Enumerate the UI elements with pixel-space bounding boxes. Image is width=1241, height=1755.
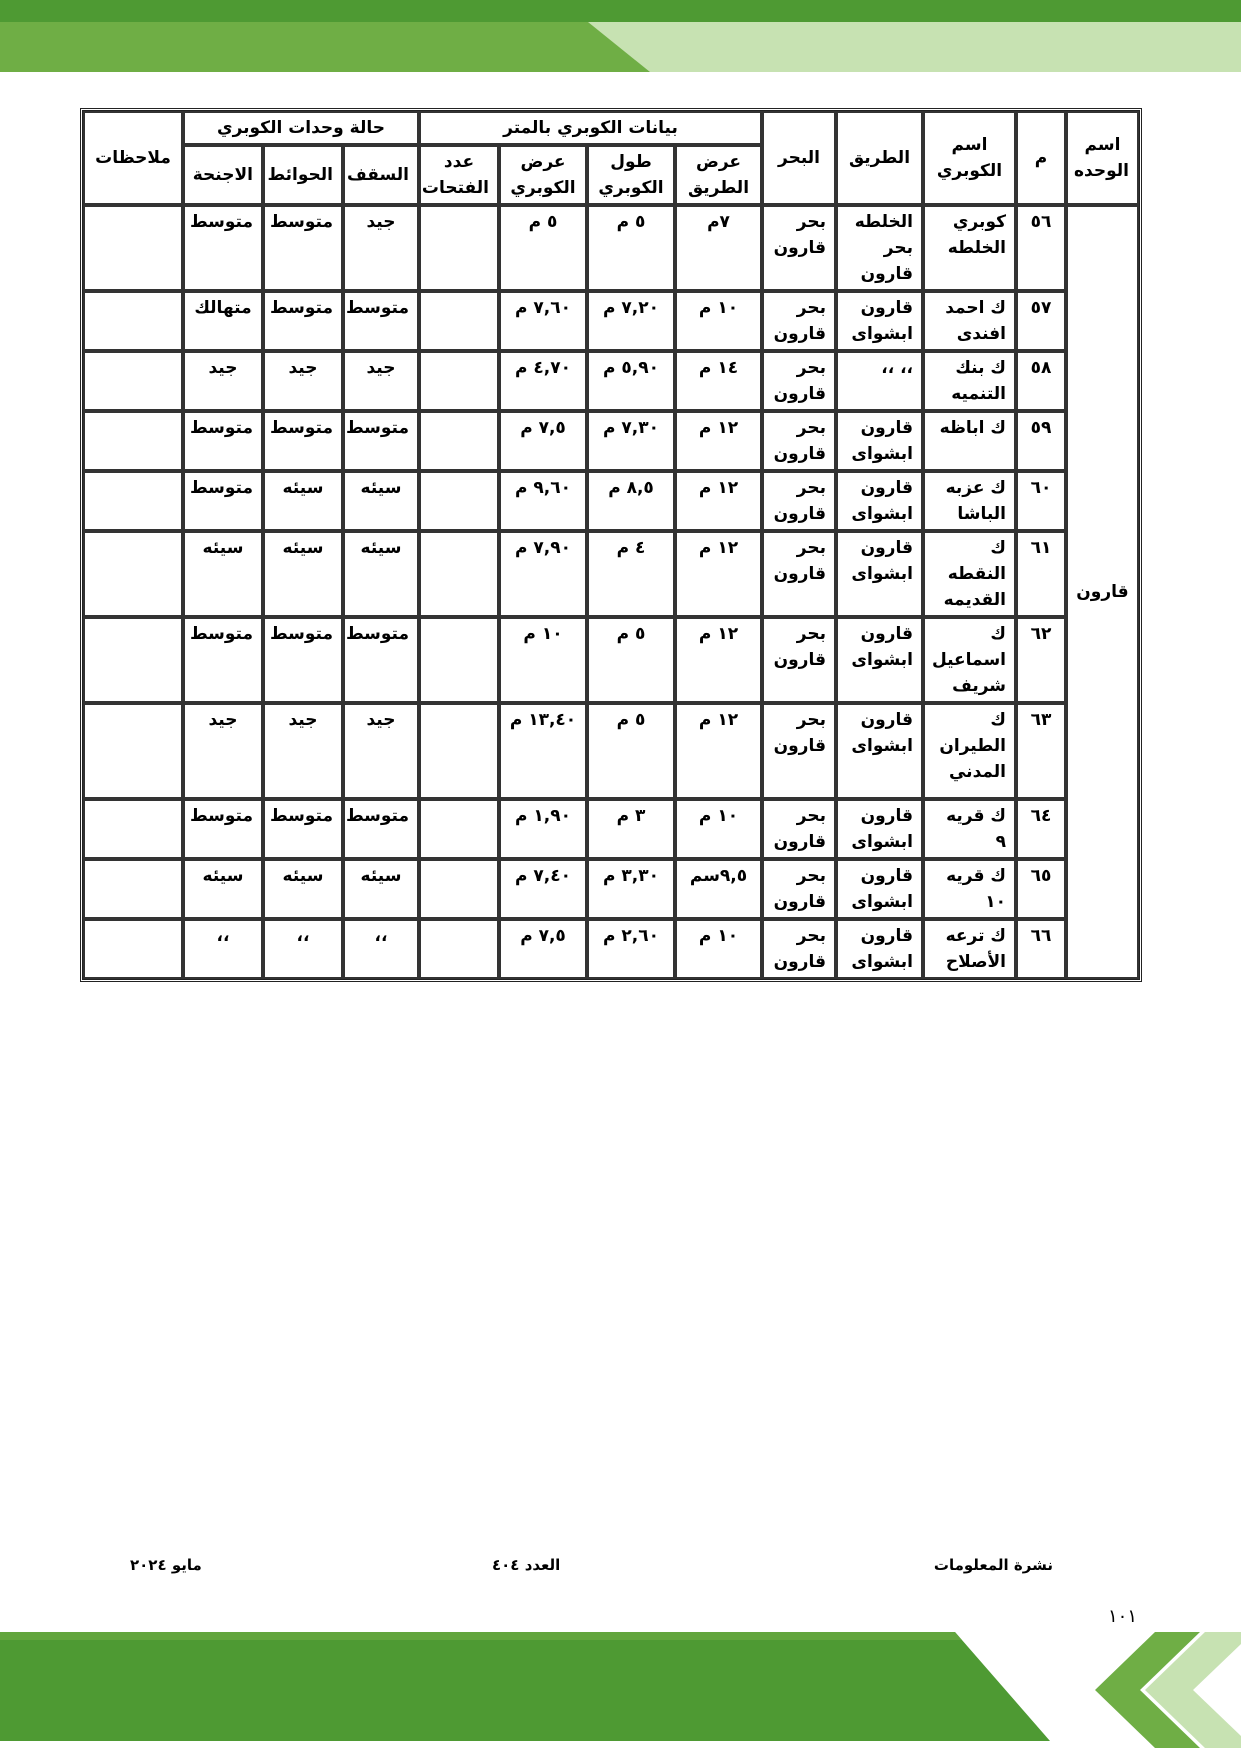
cell-serial: ٦٣: [1016, 703, 1066, 799]
cell-serial: ٥٩: [1016, 411, 1066, 471]
cell-ceiling: متوسط: [343, 291, 419, 351]
cell-serial: ٦٤: [1016, 799, 1066, 859]
cell-bridge-width: ١٠ م: [499, 617, 587, 703]
cell-road-width: ٧م: [675, 205, 762, 291]
cell-walls: سيئه: [263, 471, 343, 531]
cell-bridge-length: ٧,٢٠ م: [587, 291, 675, 351]
table-row: [83, 411, 1139, 471]
bridges-table: [80, 108, 1142, 982]
cell-walls: متوسط: [263, 617, 343, 703]
cell-ceiling: متوسط: [343, 617, 419, 703]
cell-openings: [419, 205, 499, 291]
cell-road: قارون ابشواى: [836, 919, 923, 979]
cell-walls: جيد: [263, 703, 343, 799]
cell-bridge-width: ٧,٩٠ م: [499, 531, 587, 617]
footer-band: [0, 1618, 1241, 1755]
cell-wings: جيد: [183, 703, 263, 799]
cell-bridge-width: ٧,٥ م: [499, 411, 587, 471]
cell-canal: بحر قارون: [762, 617, 836, 703]
cell-wings: سيئه: [183, 859, 263, 919]
cell-openings: [419, 703, 499, 799]
chevron-decoration-icon: [1095, 1632, 1241, 1748]
cell-openings: [419, 617, 499, 703]
cell-bridge-length: ٥ م: [587, 205, 675, 291]
cell-walls: متوسط: [263, 799, 343, 859]
cell-bridge-name: ك احمد افندى: [923, 291, 1016, 351]
cell-notes: [83, 205, 183, 291]
cell-road: قارون ابشواى: [836, 703, 923, 799]
header-unit-name: اسم الوحده: [1066, 111, 1139, 205]
cell-serial: ٥٧: [1016, 291, 1066, 351]
cell-road: قارون ابشواى: [836, 291, 923, 351]
cell-openings: [419, 351, 499, 411]
cell-notes: [83, 351, 183, 411]
table-row: [83, 205, 1139, 291]
page-number: ١٠١: [1108, 1606, 1138, 1627]
cell-bridge-width: ٥ م: [499, 205, 587, 291]
cell-road-width: ١٢ م: [675, 703, 762, 799]
table-row: [83, 471, 1139, 531]
cell-bridge-length: ٨,٥ م: [587, 471, 675, 531]
cell-walls: ،،: [263, 919, 343, 979]
cell-unit-name: قارون: [1066, 205, 1139, 979]
cell-notes: [83, 411, 183, 471]
cell-bridge-length: ٥ م: [587, 703, 675, 799]
cell-walls: متوسط: [263, 411, 343, 471]
cell-bridge-length: ٣,٣٠ م: [587, 859, 675, 919]
header-road: الطريق: [836, 111, 923, 205]
cell-ceiling: جيد: [343, 703, 419, 799]
header-group-bridge-condition: حالة وحدات الكوبري: [183, 111, 419, 145]
cell-road-width: ٩,٥سم: [675, 859, 762, 919]
cell-road-width: ١٠ م: [675, 291, 762, 351]
cell-canal: بحر قارون: [762, 703, 836, 799]
cell-road-width: ١٢ م: [675, 471, 762, 531]
header-group-bridge-data: بيانات الكوبري بالمتر: [419, 111, 762, 145]
header-bridge-width: عرض الكوبري: [499, 145, 587, 205]
cell-bridge-width: ٩,٦٠ م: [499, 471, 587, 531]
cell-road-width: ١٠ م: [675, 799, 762, 859]
header-canal: البحر: [762, 111, 836, 205]
footer-issue-number: العدد ٤٠٤: [492, 1556, 561, 1574]
cell-road: قارون ابشواى: [836, 471, 923, 531]
cell-bridge-width: ١٣,٤٠ م: [499, 703, 587, 799]
footer-publication-title: نشرة المعلومات: [933, 1556, 1053, 1574]
header-bridge-name: اسم الكوبري: [923, 111, 1016, 205]
bridges-table-container: [90, 108, 1142, 982]
cell-walls: متوسط: [263, 205, 343, 291]
cell-road: قارون ابشواى: [836, 859, 923, 919]
cell-openings: [419, 919, 499, 979]
header-ceiling: السقف: [343, 145, 419, 205]
cell-ceiling: سيئه: [343, 531, 419, 617]
header-wings: الاجنحة: [183, 145, 263, 205]
cell-canal: بحر قارون: [762, 531, 836, 617]
table-body: [83, 205, 1139, 979]
cell-openings: [419, 291, 499, 351]
cell-bridge-name: ك قريه ٩: [923, 799, 1016, 859]
cell-ceiling: جيد: [343, 351, 419, 411]
cell-canal: بحر قارون: [762, 411, 836, 471]
cell-road: الخلطه بحر قارون: [836, 205, 923, 291]
cell-openings: [419, 411, 499, 471]
table-row: [83, 859, 1139, 919]
cell-road: قارون ابشواى: [836, 799, 923, 859]
cell-ceiling: سيئه: [343, 471, 419, 531]
cell-bridge-length: ٥,٩٠ م: [587, 351, 675, 411]
cell-road-width: ١٢ م: [675, 617, 762, 703]
cell-walls: جيد: [263, 351, 343, 411]
cell-serial: ٦٢: [1016, 617, 1066, 703]
cell-bridge-width: ١,٩٠ م: [499, 799, 587, 859]
cell-canal: بحر قارون: [762, 291, 836, 351]
cell-walls: سيئه: [263, 859, 343, 919]
cell-openings: [419, 531, 499, 617]
cell-bridge-name: ك الطيران المدني: [923, 703, 1016, 799]
header-serial: م: [1016, 111, 1066, 205]
cell-bridge-name: ك ترعه الأصلاح: [923, 919, 1016, 979]
table-row: [83, 703, 1139, 799]
cell-bridge-width: ٧,٦٠ م: [499, 291, 587, 351]
cell-notes: [83, 291, 183, 351]
cell-serial: ٥٦: [1016, 205, 1066, 291]
cell-road: قارون ابشواى: [836, 531, 923, 617]
cell-serial: ٦١: [1016, 531, 1066, 617]
cell-serial: ٦٦: [1016, 919, 1066, 979]
cell-notes: [83, 531, 183, 617]
header-bridge-length: طول الكوبري: [587, 145, 675, 205]
cell-notes: [83, 471, 183, 531]
cell-wings: متوسط: [183, 411, 263, 471]
header-notes: ملاحظات: [83, 111, 183, 205]
cell-notes: [83, 919, 183, 979]
cell-road-width: ١٠ م: [675, 919, 762, 979]
cell-openings: [419, 471, 499, 531]
cell-wings: سيئه: [183, 531, 263, 617]
cell-bridge-name: ك عزبه الباشا: [923, 471, 1016, 531]
cell-canal: بحر قارون: [762, 859, 836, 919]
cell-bridge-name: ك اسماعيل شريف: [923, 617, 1016, 703]
cell-serial: ٥٨: [1016, 351, 1066, 411]
cell-wings: ،،: [183, 919, 263, 979]
cell-bridge-name: ك النقطه القديمه: [923, 531, 1016, 617]
cell-wings: جيد: [183, 351, 263, 411]
cell-wings: متوسط: [183, 617, 263, 703]
cell-ceiling: سيئه: [343, 859, 419, 919]
cell-bridge-length: ٧,٣٠ م: [587, 411, 675, 471]
cell-openings: [419, 859, 499, 919]
cell-notes: [83, 703, 183, 799]
cell-road-width: ١٢ م: [675, 411, 762, 471]
cell-ceiling: متوسط: [343, 799, 419, 859]
cell-road-width: ١٢ م: [675, 531, 762, 617]
cell-wings: متوسط: [183, 799, 263, 859]
table-row: [83, 617, 1139, 703]
cell-canal: بحر قارون: [762, 799, 836, 859]
cell-bridge-width: ٧,٤٠ م: [499, 859, 587, 919]
header-band: [0, 0, 1241, 72]
table-row: [83, 291, 1139, 351]
cell-notes: [83, 617, 183, 703]
cell-wings: متهالك: [183, 291, 263, 351]
cell-openings: [419, 799, 499, 859]
cell-bridge-length: ٤ م: [587, 531, 675, 617]
cell-bridge-name: ك اباظه: [923, 411, 1016, 471]
cell-ceiling: جيد: [343, 205, 419, 291]
cell-walls: متوسط: [263, 291, 343, 351]
table-row: [83, 799, 1139, 859]
cell-bridge-name: ك قريه ١٠: [923, 859, 1016, 919]
cell-canal: بحر قارون: [762, 471, 836, 531]
cell-bridge-width: ٤,٧٠ م: [499, 351, 587, 411]
header-road-width: عرض الطريق: [675, 145, 762, 205]
table-row: [83, 531, 1139, 617]
cell-notes: [83, 859, 183, 919]
cell-bridge-length: ٣ م: [587, 799, 675, 859]
cell-bridge-name: كوبري الخلطه: [923, 205, 1016, 291]
cell-road: قارون ابشواى: [836, 411, 923, 471]
header-walls: الحوائط: [263, 145, 343, 205]
table-row: [83, 351, 1139, 411]
cell-canal: بحر قارون: [762, 205, 836, 291]
cell-serial: ٦٥: [1016, 859, 1066, 919]
cell-wings: متوسط: [183, 205, 263, 291]
cell-road: قارون ابشواى: [836, 617, 923, 703]
cell-serial: ٦٠: [1016, 471, 1066, 531]
cell-canal: بحر قارون: [762, 919, 836, 979]
header-openings: عدد الفتحات: [419, 145, 499, 205]
cell-walls: سيئه: [263, 531, 343, 617]
cell-road: ،، ،،: [836, 351, 923, 411]
cell-bridge-width: ٧,٥ م: [499, 919, 587, 979]
table-row: [83, 919, 1139, 979]
cell-bridge-name: ك بنك التنميه: [923, 351, 1016, 411]
cell-bridge-length: ٥ م: [587, 617, 675, 703]
cell-wings: متوسط: [183, 471, 263, 531]
cell-canal: بحر قارون: [762, 351, 836, 411]
cell-notes: [83, 799, 183, 859]
cell-road-width: ١٤ م: [675, 351, 762, 411]
cell-bridge-length: ٢,٦٠ م: [587, 919, 675, 979]
cell-ceiling: متوسط: [343, 411, 419, 471]
footer-date: مايو ٢٠٢٤: [130, 1556, 202, 1574]
cell-ceiling: ،،: [343, 919, 419, 979]
